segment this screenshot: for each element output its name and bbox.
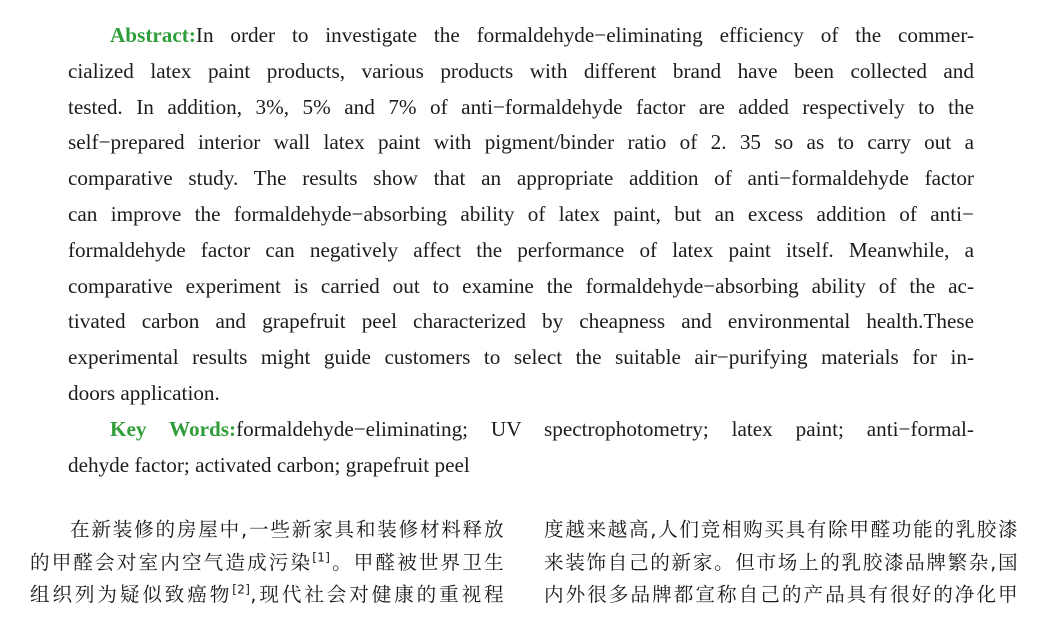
abstract-line-8: comparative experiment is carried out to examine the formaldehyde−absorbing ability of the ac- [68, 273, 974, 298]
abstract-label: Abstract: [110, 23, 196, 47]
body-right-line-2: 来装饰自己的新家。但市场上的乳胶漆品牌繁杂,国 [544, 550, 1018, 574]
body-left-line-1: 在新装修的房屋中,一些新家具和装修材料释放 [70, 518, 504, 541]
citation-ref-2[interactable]: [2] [232, 582, 251, 597]
abstract-section [68, 18, 974, 483]
abstract-line-2: cialized latex paint products, various products with different brand have been collected and [68, 58, 974, 83]
abstract-line-3: tested. In addition, 3%, 5% and 7% of anti−formaldehyde factor are added respectively to the [68, 94, 974, 119]
abstract-line-7: formaldehyde factor can negatively affect the performance of latex paint itself. Meanwhile, a [68, 237, 974, 262]
abstract-line-10: experimental results might guide customers to select the suitable air−purifying materials for in- [68, 345, 974, 370]
body-right-line-1: 度越来越高,人们竞相购买具有除甲醛功能的乳胶漆 [544, 518, 1018, 541]
keywords-line-2: dehyde factor; activated carbon; grapefruit peel [68, 452, 470, 477]
body-left-line-3-text: 组织列为疑似致癌物 [30, 583, 233, 606]
body-left-line-3 [30, 579, 504, 612]
abstract-line-9: tivated carbon and grapefruit peel characterized by cheapness and environmental health.These [68, 309, 974, 334]
body-column-right [544, 514, 1018, 612]
body-left-line-2-rest: 。甲醛被世界卫生 [330, 550, 504, 574]
body-column-left [30, 514, 504, 612]
citation-ref-1[interactable]: [1] [312, 549, 331, 564]
abstract-line-6: can improve the formaldehyde−absorbing ability of latex paint, but an excess addition of anti− [68, 201, 974, 226]
abstract-line-5: comparative study. The results show that an appropriate addition of anti−formaldehyde factor [68, 166, 974, 191]
body-right-line-3: 内外很多品牌都宣称自己的产品具有很好的净化甲 [544, 583, 1018, 606]
keywords-line-1 [68, 412, 974, 448]
abstract-line-1 [68, 18, 974, 54]
body-left-line-3-rest: ,现代社会对健康的重视程 [250, 583, 504, 606]
abstract-text: In order to investigate the formaldehyde−eliminating efficiency of the commer- [195, 23, 974, 47]
keywords-label: Key Words: [110, 416, 237, 441]
body-left-line-2 [30, 547, 504, 580]
keywords-text: formaldehyde−eliminating; UV spectrophotometry; latex paint; anti−formal- [236, 416, 974, 441]
abstract-line-11: doors application. [68, 380, 220, 405]
body-left-line-2-text: 的甲醛会对室内空气造成污染 [30, 550, 313, 574]
abstract-line-4: self−prepared interior wall latex paint with pigment/binder ratio of 2. 35 so as to carry out a [68, 130, 974, 155]
